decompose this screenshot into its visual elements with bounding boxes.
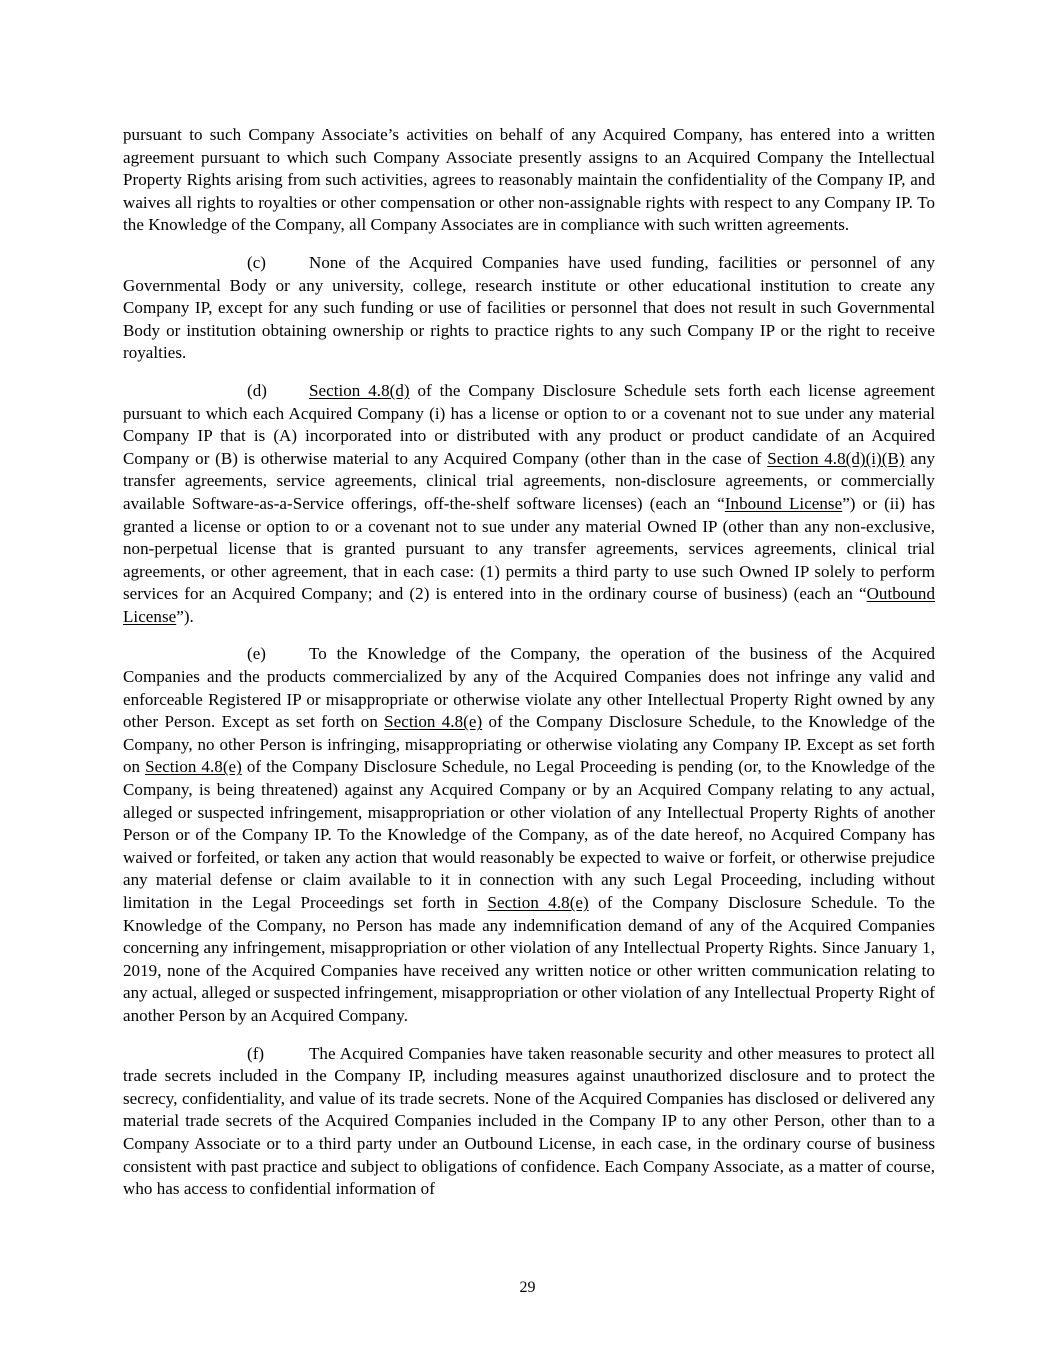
section-reference: Section 4.8(e) [487,893,589,912]
text-segment: The Acquired Companies have taken reasonable security and other measures to protect all trade secrets included in the Company IP, including measures against unauthorized disclosure and to protect the secrecy, confidentiality, and value of its trade secrets. None of the Acquired Companies has disclosed or delivered any material trade secrets of the Acquired Companies included in the Company IP to any other Person, other than to a Company Associate or to a third party under an Outbound License, in each case, in the ordinary course of business consistent with past practice and subject to obligations of confidence. Each Company Associate, as a matter of course, who has access to confidential information of [123,1043,935,1199]
text-segment: ”). [176,606,194,626]
document-body [123,124,935,1216]
paragraph-letter: (c) [247,252,267,272]
text-segment: pursuant to such Company Associate’s activities on behalf of any Acquired Company, has entered into a written agreement pursuant to which such Company Associate presently assigns to an Acquired Company the Intellectual Property Rights arising from such activities, agrees to reasonably maintain the confidentiality of the Company IP, and waives all rights to royalties or other compensation or other non-assignable rights with respect to any Company IP. To the Knowledge of the Company, all Company Associates are in compliance with such written agreements. [123,125,935,235]
text-segment: None of the Acquired Companies have used funding, facilities or personnel of any Governmental Body or any university, college, research institute or other educational institution to create any Company IP, except for any such funding or use of facilities or personnel that does not result in such Governmental Body or institution obtaining ownership or rights to practice rights to any such Company IP or the right to receive royalties. [123,252,935,363]
paragraph [123,380,935,629]
text-segment: of the Company Disclosure Schedule, to the Knowledge of the Company, no other Person is infringing, misappropriating or otherwise violating any Company IP. Except as set forth on [123,712,935,777]
section-reference: Section 4.8(d) [309,380,410,400]
section-reference: Outbound License [123,584,935,626]
section-reference: Section 4.8(e) [384,712,483,732]
paragraph [123,252,935,365]
paragraph-letter: (f) [247,1043,265,1063]
text-segment: of the Company Disclosure Schedule, no Legal Proceeding is pending (or, to the Knowledge of the Company, is being threatened) against any Acquired Company or by an Acquired Company relating to any actual, alleged or suspected infringement, misappropriation or other violation of any Intellectual Property Rights of another Person or of the Company IP. To the Knowledge of the Company, as of the date hereof, no Acquired Company has waived or forfeited, or taken any action that would reasonably be expected to waive or forfeit, or otherwise prejudice any material defense or claim available to it in connection with any such Legal Proceeding, including without limitation in the Legal Proceedings set forth in [123,757,935,912]
text-segment: ”) or (ii) has granted a license or option to or a covenant not to sue under any material Owned IP (other than any non-exclusive, non-perpetual license that is granted pursuant to any transfer agreements, services agreements, clinical trial agreements, or other agreement, that in each case: (1) permits a third party to use such Owned IP solely to perform services for an Acquired Company; and (2) is entered into in the ordinary course of business) (each an “ [123,493,935,604]
paragraph [123,1043,935,1201]
text-segment: To the Knowledge of the Company, the operation of the business of the Acquired Companies and the products commercialized by any of the Acquired Companies does not infringe any valid and enforceable Registered IP or misappropriate or otherwise violate any other Intellectual Property Right owned by any other Person. Except as set forth on [123,644,935,732]
section-reference: Section 4.8(d)(i)(B) [767,448,905,468]
text-segment: of the Company Disclosure Schedule sets forth each license agreement pursuant to which each Acquired Company (i) has a license or option to or a covenant not to sue under any material Company IP that is (A) incorporated into or distributed with any product or product candidate of an Acquired Company or (B) is otherwise material to any Acquired Company (other than in the case of [123,380,935,468]
text-segment: any transfer agreements, service agreements, clinical trial agreements, non-disclosure agreements, or commercially available Software-as-a-Service offerings, off-the-shelf software licenses) (each an “ [123,448,935,513]
paragraph-letter: (d) [247,380,267,400]
paragraph-letter: (e) [247,644,267,664]
page-number: 29 [519,1279,536,1296]
text-segment: of the Company Disclosure Schedule. To the Knowledge of the Company, no Person has made any indemnification demand of any of the Acquired Companies concerning any infringement, misappropriation or other violation of any Intellectual Property Rights. Since January 1, 2019, none of the Acquired Companies have received any written notice or other written communication relating to any actual, alleged or suspected infringement, misappropriation or other violation of any Intellectual Property Right of another Person by an Acquired Company. [123,893,936,1025]
paragraph [123,124,935,237]
section-reference: Section 4.8(e) [145,757,242,777]
section-reference: Inbound License [724,493,843,513]
paragraph [123,643,935,1027]
